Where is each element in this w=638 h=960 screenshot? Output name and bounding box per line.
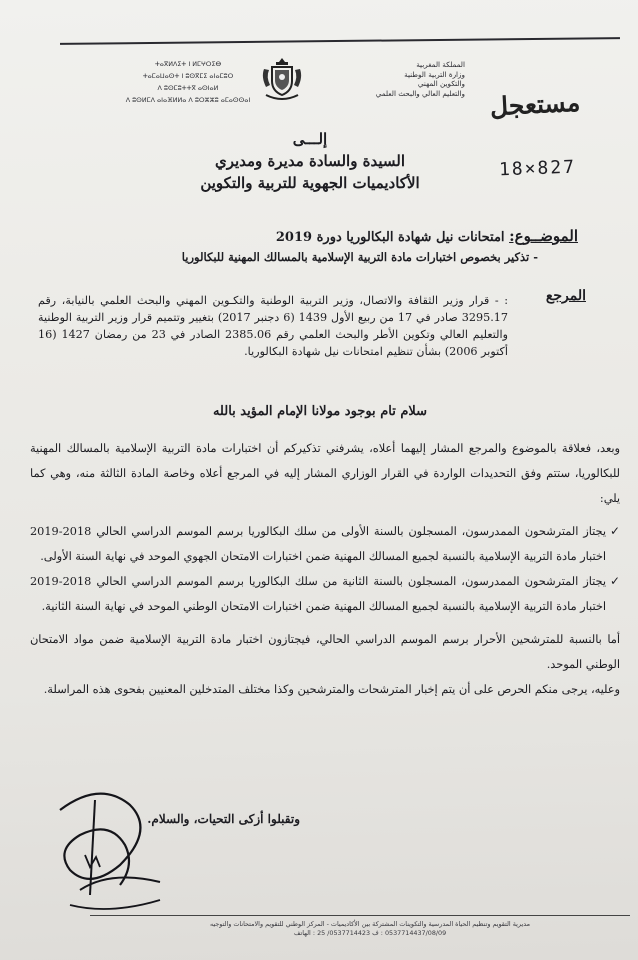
letter-body [30,436,620,702]
header-amazigh-block [118,58,258,106]
subject-line: - تذكير بخصوص اختبارات مادة التربية الإسلامية بالمسالك المهنية للبكالوريا [181,250,538,264]
recipient-line: الأكاديميات الجهوية للتربية والتكوين [200,174,420,192]
checkmark-icon: ✓ [609,574,620,588]
footer-line: مديرية التقويم وتنظيم الحياة المدرسية والتكوينات المشتركة بين الأكاديميات - المركز الوطني للتقويم والامتحانات والتوجيه [209,920,531,928]
top-rule [60,37,620,45]
header-arabic-line: المملكة المغربية [416,60,465,69]
reference-label: المرجع [545,288,586,304]
list-item-text: يجتاز المترشحون الممدرسون، المسجلون بالسنة الثانية من سلك البكالوريا برسم الموسم الدراسي الحالي 2018-2019 اختبار مادة التربية الإسلامية بالنسبة لجميع المسالك المهنية ضمن اختبارات الامتحان الوطني الموحد في نهاية السنة الثانية. [30,575,606,613]
recipient-line: السيدة والسادة مديرة ومديري [214,152,406,170]
header-arabic-line: والتكوين المهني [417,79,465,88]
coat-of-arms-icon [258,55,306,103]
greeting: سلام تام بوجود مولانا الإمام المؤيد بالله [212,404,428,419]
body-request: وعليه، يرجى منكم الحرص على أن يتم إخبار المترشحات والمترشحين وكذا مختلف المتدخلين المعنيين بفحوى هذه المراسلة. [43,683,620,696]
footer-line: 0537714437/08/09 : ف 0537714423/ 25 : الهاتف [293,929,447,937]
subject-line: امتحانات نيل شهادة البكالوريا دورة 2019 [275,230,505,245]
urgent-stamp: مستعجل [489,87,581,122]
header-arabic-block [315,60,465,98]
body-free-candidates: أما بالنسبة للمترشحين الأحرار برسم الموسم الدراسي الحالي، فيجتازون اختبار مادة التربية الإسلامية ضمن مواد الامتحان الوطني الموحد. [30,633,620,671]
reference-text: : - قرار وزير الثقافة والاتصال، وزير التربية الوطنية والتكـوين المهني والبحث العلمي بالنيابة، رقم 3295.17 صادر في 17 من ربيع الأول 1439 (6 دجنبر 2017) بتغيير وتتميم قرار وزير التربية الوطنية والتعليم العالي وتكوين الأطر والبحث العلمي رقم 2385.06 الصادر في 23 من رمضان 1427 (16 أكتوبر 2006) بشأن تنظيم امتحانات نيل شهادة البكالوريا. [38,294,509,358]
list-item-text: يجتاز المترشحون الممدرسون، المسجلون بالسنة الأولى من سلك البكالوريا برسم الموسم الدراسي الحالي 2018-2019 اختبار مادة التربية الإسلامية بالنسبة لجميع المسالك المهنية ضمن اختبارات الامتحان الجهوي الموحد في نهاية السنة الأولى. [30,525,606,563]
checkmark-icon: ✓ [609,524,620,538]
header-arabic-line: وزارة التربية الوطنية [404,69,465,79]
header-arabic-line: والتعليم العالي والبحث العلمي [375,88,465,98]
footer [120,920,620,938]
header-amazigh-line: ⵜⴰⴳⵍⴷⵉⵜ ⵏ ⵍⵎⵖⵔⵉⴱ [154,60,222,68]
recipient-to: إلـــى [292,130,328,148]
closing-line: وتقبلوا أزكى التحيات، والسلام. [147,812,300,826]
subject-block [58,226,578,266]
recipient-block [150,128,470,194]
header-amazigh-line: ⴷ ⵓⵙⵍⵎⴷ ⴰⵏⴰⴼⵍⵍⴰ ⴷ ⵓⵔⵣⵣⵓ ⴰⵎⴰⵙⵙⴰⵏ [125,96,251,104]
subject-row [58,226,578,248]
body-intro: وبعد، فعلاقة بالموضوع والمرجع المشار إليهما أعلاه، يشرفني تذكيركم أن اختبارات مادة التربية الإسلامية بالمسالك المهنية للبكالوريا، ستتم وفق التحديدات الواردة في القرار الوزاري المشار إليه في المرجع أعلاه وخاصة المادة الثالثة منه، وهي كما يلي: [30,442,620,505]
header-amazigh-line: ⴷ ⵓⵙⵎⵓⵜⵜⴳ ⴰⵙⵏⴰⵍ [157,84,219,92]
subject-label: الموضــوع: [509,227,578,245]
reference-number: 18×827 [498,156,577,181]
list-item [30,569,620,619]
footer-rule [90,915,630,916]
list-item [30,519,620,569]
handwritten-signature [40,780,180,930]
header-amazigh-line: ⵜⴰⵎⴰⵡⴰⵙⵜ ⵏ ⵓⵙⴳⵎⵉ ⴰⵏⴰⵎⵓⵔ [142,72,234,80]
